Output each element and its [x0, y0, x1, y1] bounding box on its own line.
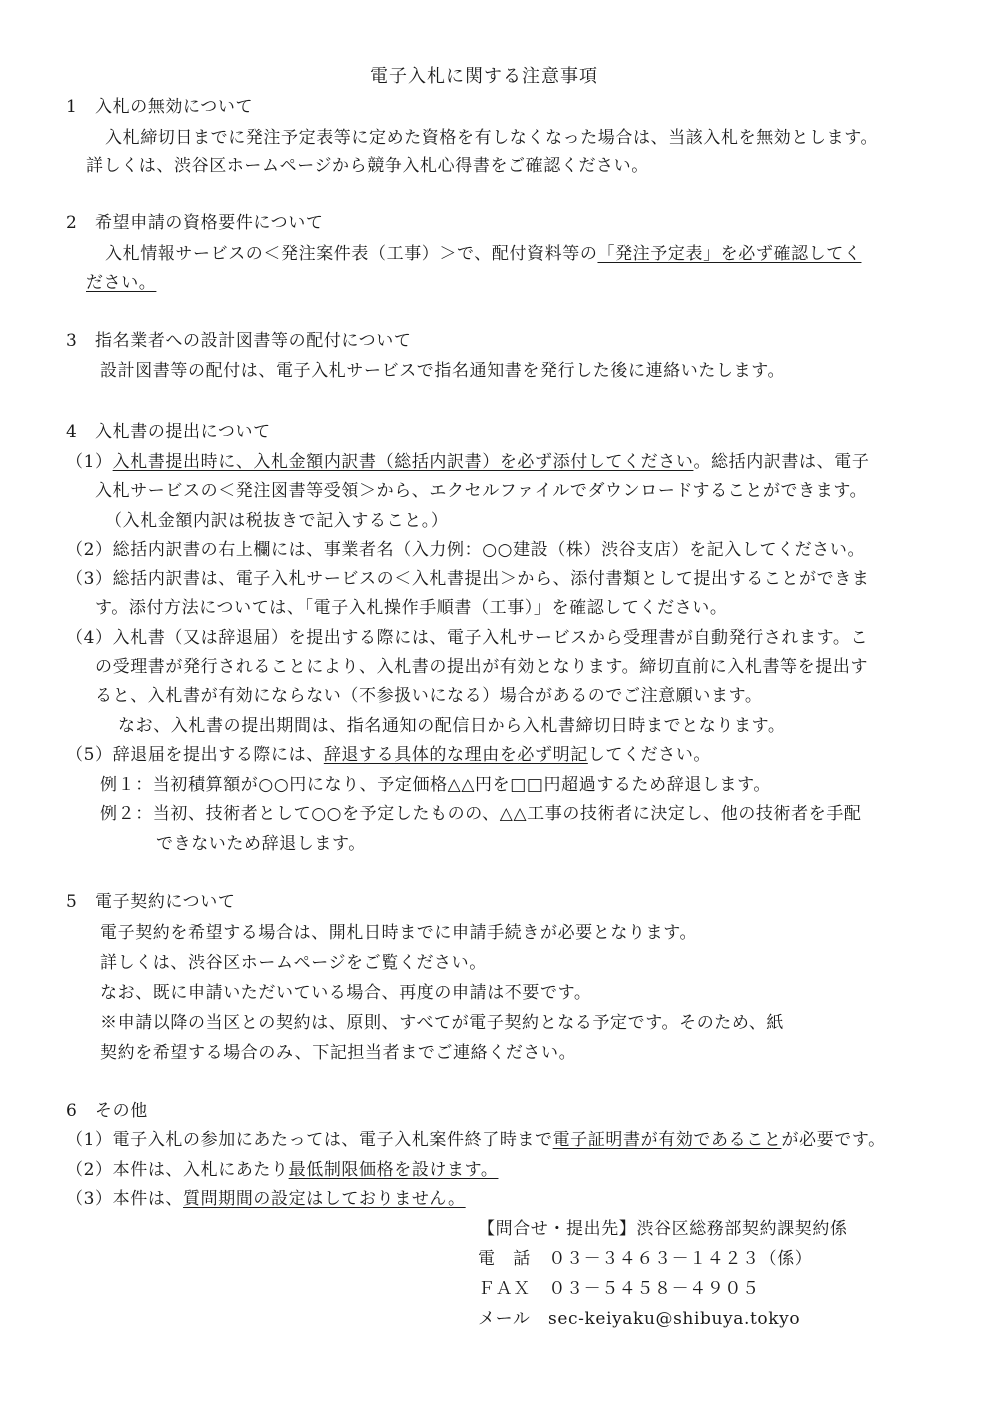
section-5-text: 詳しくは、渋谷区ホームページをご覧ください。	[100, 953, 487, 973]
text-span: （3）本件は、	[66, 1189, 184, 1209]
contact-header: 【問合せ・提出先】渋谷区総務部契約課契約係	[478, 1219, 848, 1239]
text-span: してください。	[587, 745, 712, 765]
section-4-item-3: （3）総括内訳書は、電子入札サービスの＜入札書提出＞から、添付書類として提出することができま	[66, 569, 870, 589]
section-4-item-1	[66, 451, 869, 473]
text-span: 。総括内訳書は、電子	[693, 452, 870, 472]
section-4-item-1-cont: 入札サービスの＜発注図書等受領＞から、エクセルファイルでダウンロードすることができます。	[95, 481, 868, 501]
example-2-cont: できないため辞退します。	[156, 834, 366, 854]
text-span: 入札情報サービスの＜発注案件表（工事）＞で、配付資料等の	[105, 244, 598, 264]
underlined-text: 質問期間の設定はしておりません。	[183, 1189, 466, 1209]
section-5-text: 電子契約を希望する場合は、開札日時までに申請手続きが必要となります。	[100, 923, 698, 943]
section-2-heading: 2 希望申請の資格要件について	[66, 213, 324, 233]
underlined-text: 電子証明書が有効であること	[552, 1130, 782, 1150]
section-4-item-2: （2）総括内訳書の右上欄には、事業者名（入力例：○○建設（株）渋谷支店）を記入してください。	[66, 540, 866, 560]
example-2: 例２：当初、技術者として○○を予定したものの、△△工事の技術者に決定し、他の技術者を手配	[100, 804, 862, 824]
section-6-heading: 6 その他	[66, 1101, 148, 1121]
section-4-item-4-cont: ると、入札書が有効にならない（不参扱いになる）場合があるのでご注意願います。	[95, 686, 763, 706]
text-span: （2）本件は、入札にあたり	[66, 1160, 289, 1180]
example-1: 例１：当初積算額が○○円になり、予定価格△△円を□□円超過するため辞退します。	[100, 775, 771, 795]
section-5-heading: 5 電子契約について	[66, 892, 236, 912]
section-1-text: 詳しくは、渋谷区ホームページから競争入札心得書をご確認ください。	[86, 156, 649, 176]
section-3-text: 設計図書等の配付は、電子入札サービスで指名通知書を発行した後に連絡いたします。	[100, 361, 786, 381]
contact-email: メール sec-keiyaku@shibuya.tokyo	[478, 1309, 801, 1329]
section-2-text	[105, 243, 861, 265]
document-title: 電子入札に関する注意事項	[370, 66, 598, 87]
section-6-item-3	[66, 1188, 466, 1210]
section-4-item-4-cont: の受理書が発行されることにより、入札書の提出が有効となります。締切直前に入札書等を提出す	[95, 657, 869, 677]
item-number: （1）	[66, 452, 113, 472]
underlined-text: 入札書提出時に、入札金額内訳書（総括内訳書）を必ず添付してください	[112, 452, 694, 472]
section-4-item-5	[66, 744, 711, 766]
section-4-item-4: （4）入札書（又は辞退届）を提出する際には、電子入札サービスから受理書が自動発行されます。こ	[66, 628, 869, 648]
section-4-item-1-note: （入札金額内訳は税抜きで記入すること。）	[105, 511, 449, 531]
section-4-heading: 4 入札書の提出について	[66, 422, 271, 442]
contact-phone: 電 話 ０３－３４６３－１４２３（係）	[478, 1249, 813, 1269]
section-5-text: なお、既に申請いただいている場合、再度の申請は不要です。	[100, 983, 592, 1003]
text-span: （1）電子入札の参加にあたっては、電子入札案件終了時まで	[66, 1130, 553, 1150]
section-5-text: ※申請以降の当区との契約は、原則、すべてが電子契約となる予定です。そのため、紙	[100, 1013, 785, 1033]
section-2-text: ださい。	[86, 273, 157, 293]
underlined-text: 「発注予定表」を必ず確認してく	[597, 244, 862, 264]
underlined-text: 最低制限価格を設けます。	[288, 1160, 499, 1180]
section-1-heading: 1 入札の無効について	[66, 97, 254, 117]
text-span: （5）辞退届を提出する際には、	[66, 745, 324, 765]
underlined-text: 辞退する具体的な理由を必ず明記	[323, 745, 588, 765]
section-6-item-1	[66, 1129, 886, 1151]
section-6-item-2	[66, 1159, 498, 1181]
section-4-item-3-cont: す。添付方法については、「電子入札操作手順書（工事）」を確認してください。	[95, 598, 728, 618]
section-5-text: 契約を希望する場合のみ、下記担当者までご連絡ください。	[100, 1043, 577, 1063]
section-4-item-4-note: なお、入札書の提出期間は、指名通知の配信日から入札書締切日時までとなります。	[118, 716, 786, 736]
contact-fax: ＦＡＸ ０３－５４５８－４９０５	[478, 1279, 760, 1299]
section-1-text: 入札締切日までに発注予定表等に定めた資格を有しなくなった場合は、当該入札を無効とします。	[105, 128, 879, 148]
text-span: が必要です。	[781, 1130, 886, 1150]
section-3-heading: 3 指名業者への設計図書等の配付について	[66, 331, 412, 351]
